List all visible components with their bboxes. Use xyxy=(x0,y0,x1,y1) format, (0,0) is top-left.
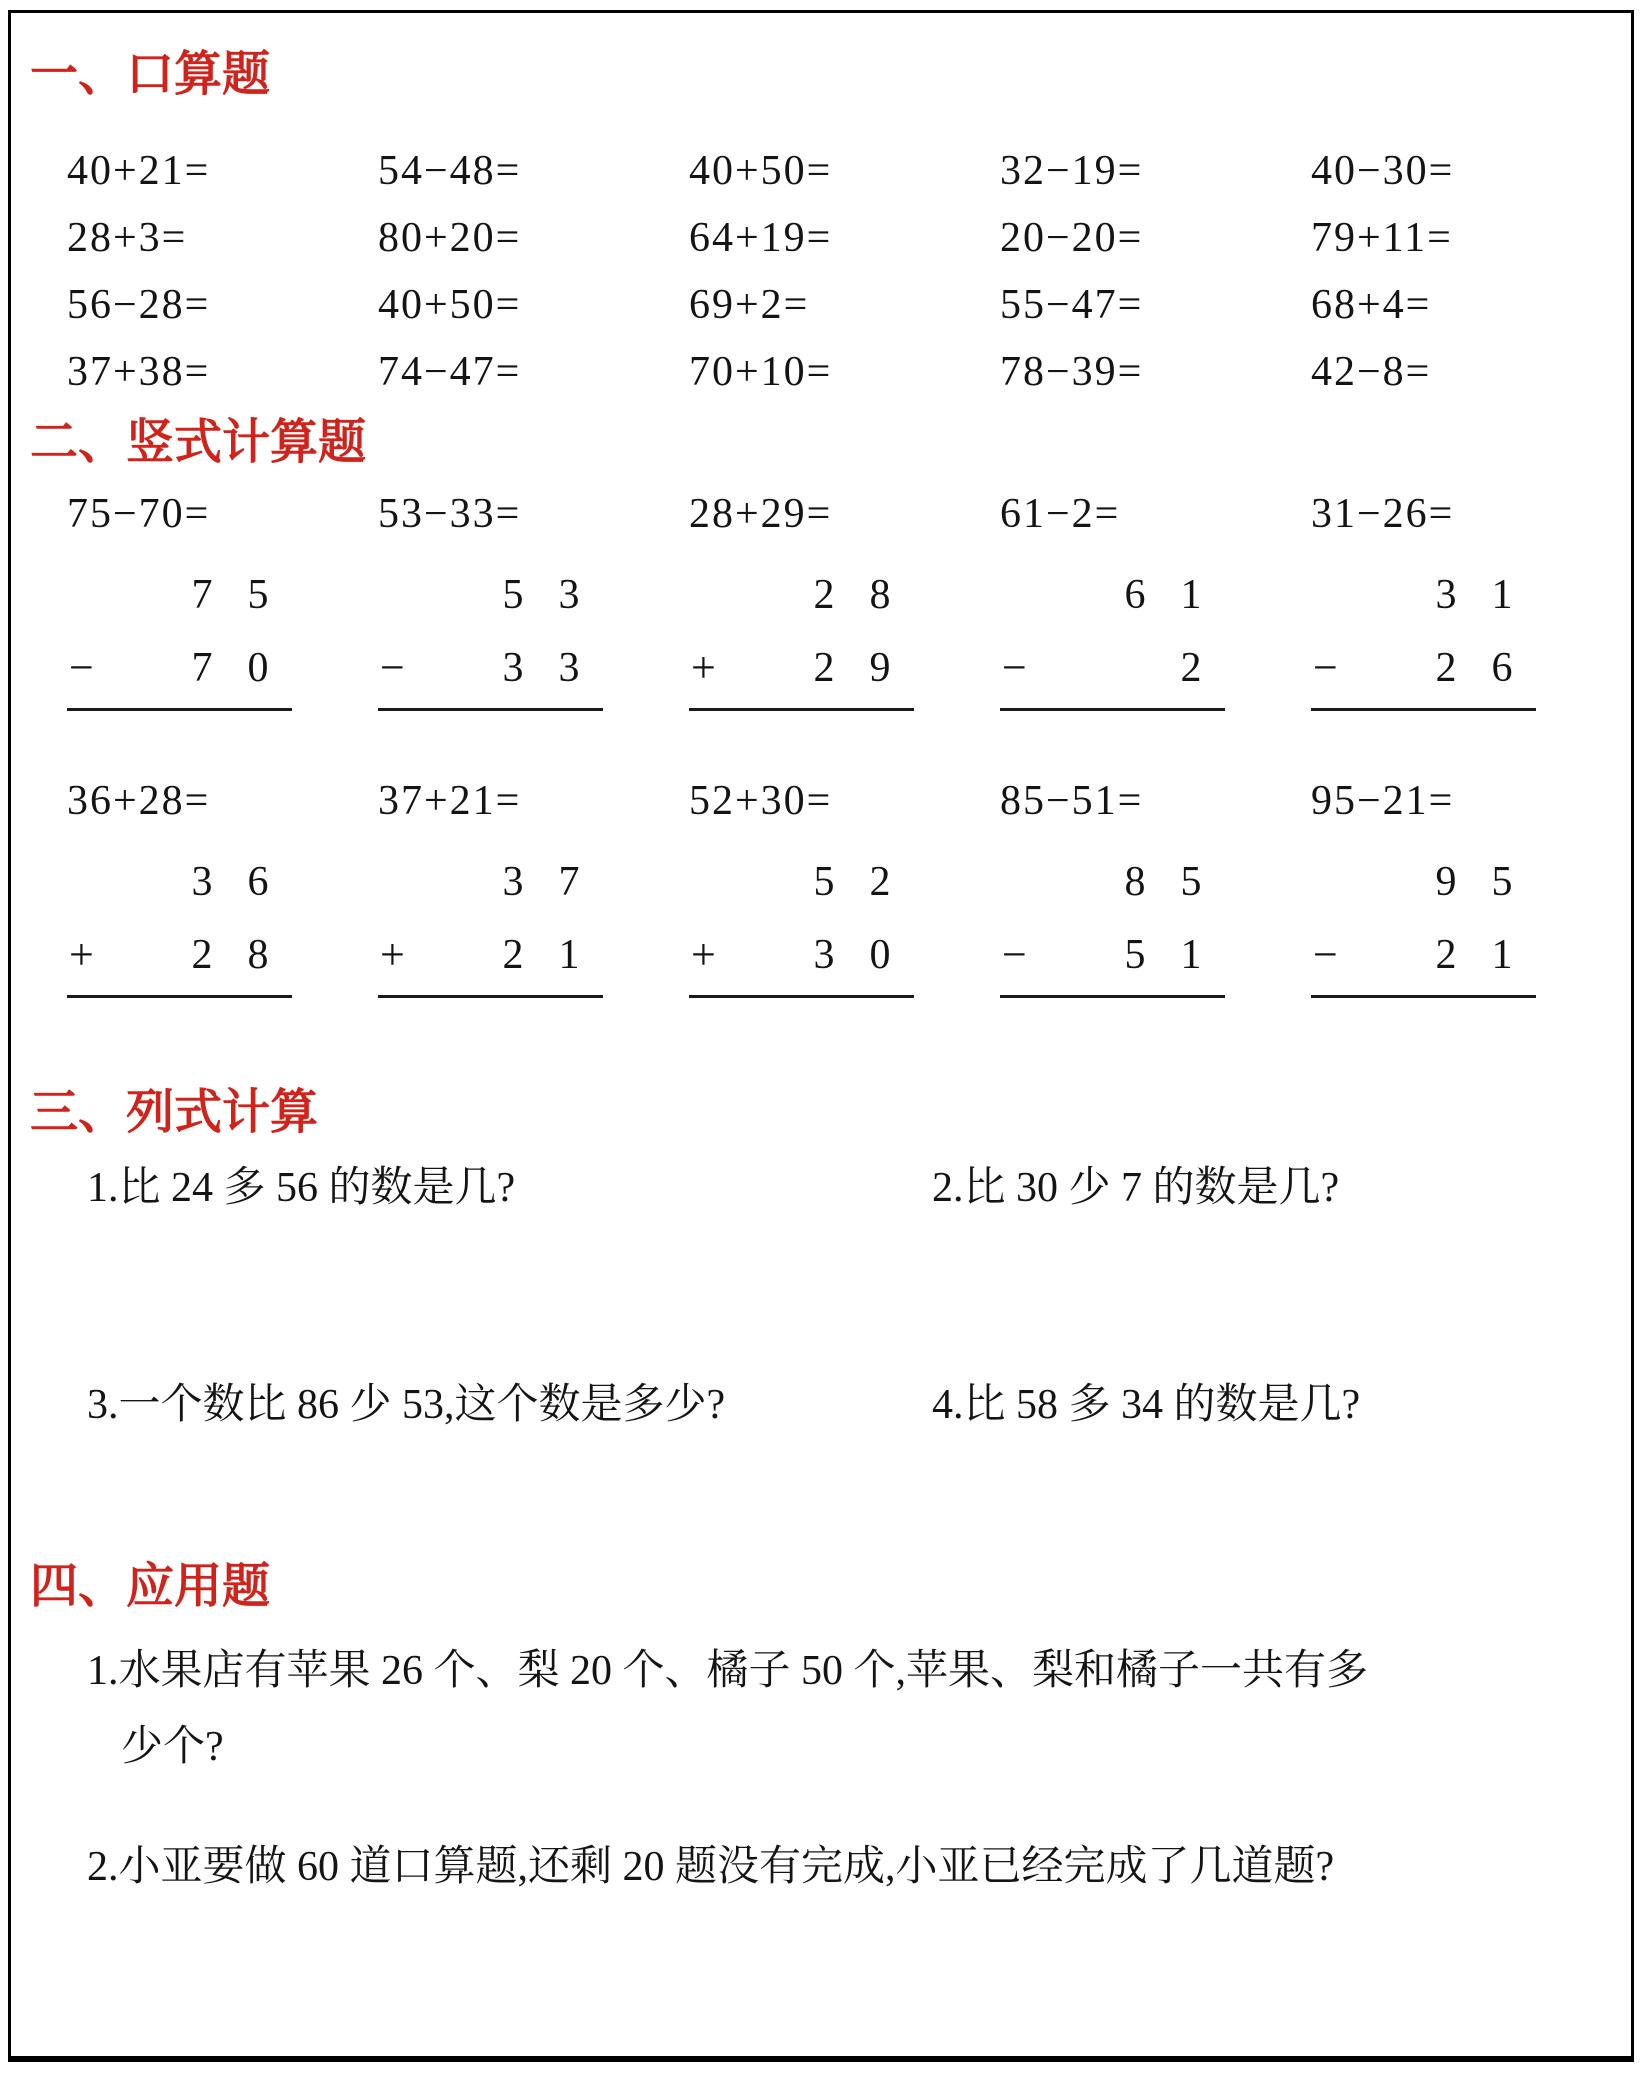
digit: 8 xyxy=(247,932,269,978)
oral-problem: 40−30= xyxy=(1311,148,1455,194)
answer-line xyxy=(689,995,914,998)
top-operand xyxy=(1311,564,1536,640)
digit: 3 xyxy=(191,859,213,905)
oral-problems-grid xyxy=(67,138,1631,406)
answer-line xyxy=(689,708,914,711)
answer-line xyxy=(1311,708,1536,711)
digit: 5 xyxy=(1180,859,1202,905)
digit: 7 xyxy=(558,859,580,905)
vertical-group-1 xyxy=(67,488,1631,711)
equation: 31−26= xyxy=(1311,491,1455,537)
worksheet-page xyxy=(8,10,1634,2062)
bottom-operand xyxy=(1311,927,1536,991)
oral-problem: 40+50= xyxy=(378,282,522,328)
bottom-operand xyxy=(378,640,603,704)
answer-line xyxy=(378,708,603,711)
top-operand xyxy=(1000,851,1225,927)
word-problem-1-line-1: 1.水果店有苹果 26 个、梨 20 个、橘子 50 个,苹果、梨和橘子一共有多 xyxy=(87,1648,1369,1694)
digit: 3 xyxy=(1435,572,1457,618)
digit: 5 xyxy=(1124,932,1146,978)
digit: 2 xyxy=(1435,645,1457,691)
top-operand xyxy=(378,851,603,927)
oral-problem: 32−19= xyxy=(1000,148,1144,194)
equation: 75−70= xyxy=(67,491,211,537)
digit: 5 xyxy=(1491,859,1513,905)
vertical-problem xyxy=(378,488,603,711)
digit: 8 xyxy=(869,572,891,618)
bottom-operand xyxy=(1000,640,1225,704)
vertical-problem xyxy=(689,775,914,998)
digit: 8 xyxy=(1124,859,1146,905)
section-1-heading: 一、口算题 xyxy=(30,48,271,101)
oral-problem: 69+2= xyxy=(689,282,810,328)
operator-sign: − xyxy=(1002,643,1027,692)
oral-problem: 78−39= xyxy=(1000,349,1144,395)
top-operand xyxy=(689,564,914,640)
oral-problem: 28+3= xyxy=(67,215,188,261)
oral-problem: 68+4= xyxy=(1311,282,1432,328)
bottom-operand xyxy=(67,927,292,991)
digit: 7 xyxy=(191,572,213,618)
section-4-heading: 四、应用题 xyxy=(30,1560,271,1613)
vertical-problem xyxy=(689,488,914,711)
bottom-operand xyxy=(1000,927,1225,991)
digit: 2 xyxy=(869,859,891,905)
equation: 52+30= xyxy=(689,778,833,824)
vertical-problem xyxy=(1000,488,1225,711)
vertical-problem xyxy=(67,775,292,998)
vertical-problem xyxy=(378,775,603,998)
operator-sign: + xyxy=(691,643,716,692)
digit: 2 xyxy=(813,645,835,691)
bottom-operand xyxy=(378,927,603,991)
expression-problems xyxy=(87,1158,1631,1435)
digit: 5 xyxy=(247,572,269,618)
digit xyxy=(1107,640,1163,704)
digit: 1 xyxy=(1180,932,1202,978)
word-problem-1-line-2: 少个? xyxy=(121,1724,224,1770)
digit: 1 xyxy=(1180,572,1202,618)
digit: 1 xyxy=(1491,932,1513,978)
top-operand xyxy=(67,564,292,640)
oral-problem: 64+19= xyxy=(689,215,833,261)
expression-problem: 2.比 30 少 7 的数是几? xyxy=(932,1165,1340,1211)
bottom-operand xyxy=(67,640,292,704)
answer-line xyxy=(1000,708,1225,711)
section-2-heading: 二、竖式计算题 xyxy=(30,416,367,469)
digit: 6 xyxy=(1124,572,1146,618)
digit: 1 xyxy=(558,932,580,978)
operator-sign: + xyxy=(69,930,94,979)
answer-line xyxy=(1000,995,1225,998)
expression-problem: 1.比 24 多 56 的数是几? xyxy=(87,1165,516,1211)
top-operand xyxy=(67,851,292,927)
oral-problem: 55−47= xyxy=(1000,282,1144,328)
answer-line xyxy=(67,995,292,998)
digit: 6 xyxy=(1491,645,1513,691)
operator-sign: + xyxy=(691,930,716,979)
operator-sign: − xyxy=(1313,930,1338,979)
bottom-operand xyxy=(1311,640,1536,704)
oral-problem: 74−47= xyxy=(378,349,522,395)
operator-sign: − xyxy=(69,643,94,692)
bottom-operand xyxy=(689,927,914,991)
answer-line xyxy=(67,708,292,711)
operator-sign: − xyxy=(1002,930,1027,979)
digit: 0 xyxy=(869,932,891,978)
answer-line xyxy=(1311,995,1536,998)
top-operand xyxy=(378,564,603,640)
digit: 2 xyxy=(502,932,524,978)
digit: 6 xyxy=(247,859,269,905)
vertical-problem xyxy=(1000,775,1225,998)
equation: 95−21= xyxy=(1311,778,1455,824)
digit: 3 xyxy=(502,859,524,905)
digit: 3 xyxy=(813,932,835,978)
oral-problem: 54−48= xyxy=(378,148,522,194)
vertical-problem xyxy=(1311,488,1536,711)
equation: 36+28= xyxy=(67,778,211,824)
oral-problem: 40+50= xyxy=(689,148,833,194)
operator-sign: − xyxy=(380,643,405,692)
digit: 2 xyxy=(1180,645,1202,691)
word-problem-1 xyxy=(87,1633,1631,1785)
expression-problem: 4.比 58 多 34 的数是几? xyxy=(932,1382,1361,1428)
top-operand xyxy=(1000,564,1225,640)
digit: 9 xyxy=(869,645,891,691)
equation: 61−2= xyxy=(1000,491,1121,537)
digit: 7 xyxy=(191,645,213,691)
oral-problem: 20−20= xyxy=(1000,215,1144,261)
digit: 3 xyxy=(558,645,580,691)
digit: 2 xyxy=(813,572,835,618)
digit: 2 xyxy=(1435,932,1457,978)
digit: 5 xyxy=(502,572,524,618)
top-operand xyxy=(1311,851,1536,927)
digit: 2 xyxy=(191,932,213,978)
oral-problem: 70+10= xyxy=(689,349,833,395)
oral-problem: 37+38= xyxy=(67,349,211,395)
section-3-heading: 三、列式计算 xyxy=(30,1086,319,1139)
oral-problem: 40+21= xyxy=(67,148,211,194)
vertical-problem xyxy=(67,488,292,711)
digit: 5 xyxy=(813,859,835,905)
digit: 9 xyxy=(1435,859,1457,905)
equation: 37+21= xyxy=(378,778,522,824)
vertical-group-2 xyxy=(67,775,1631,998)
vertical-problem xyxy=(1311,775,1536,998)
equation: 85−51= xyxy=(1000,778,1144,824)
top-operand xyxy=(689,851,914,927)
digit: 1 xyxy=(1491,572,1513,618)
expression-problem: 3.一个数比 86 少 53,这个数是多少? xyxy=(87,1382,726,1428)
equation: 28+29= xyxy=(689,491,833,537)
bottom-operand xyxy=(689,640,914,704)
oral-problem: 79+11= xyxy=(1311,215,1453,261)
digit: 0 xyxy=(247,645,269,691)
word-problem-2: 2.小亚要做 60 道口算题,还剩 20 题没有完成,小亚已经完成了几道题? xyxy=(87,1844,1335,1890)
equation: 53−33= xyxy=(378,491,522,537)
operator-sign: − xyxy=(1313,643,1338,692)
oral-problem: 56−28= xyxy=(67,282,211,328)
digit: 3 xyxy=(502,645,524,691)
operator-sign: + xyxy=(380,930,405,979)
oral-problem: 42−8= xyxy=(1311,349,1432,395)
digit: 3 xyxy=(558,572,580,618)
oral-problem: 80+20= xyxy=(378,215,522,261)
answer-line xyxy=(378,995,603,998)
